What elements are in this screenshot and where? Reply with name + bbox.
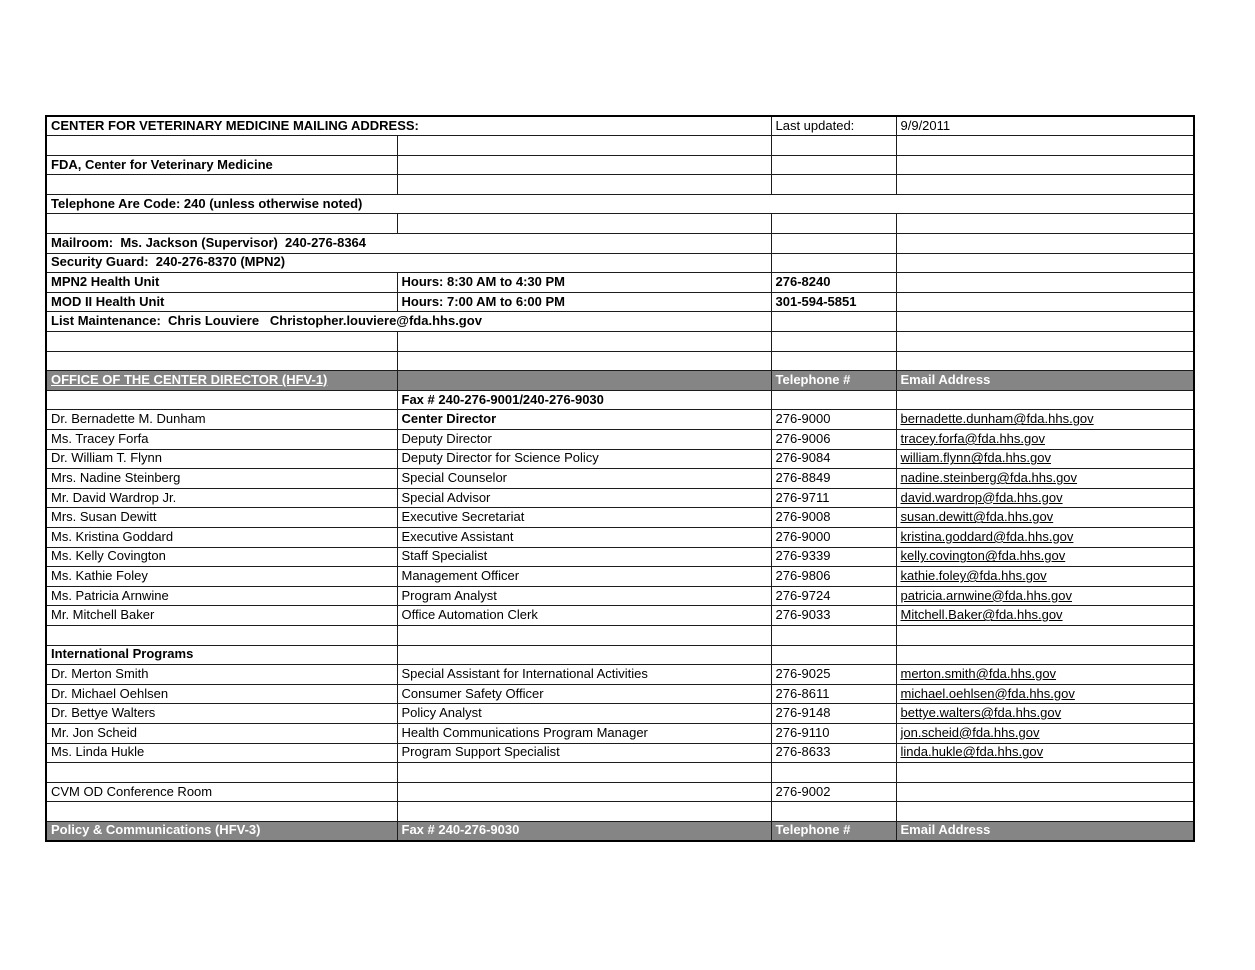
cell-title: Management Officer [397, 567, 771, 587]
table-row [46, 625, 1194, 645]
cell-title [397, 332, 771, 352]
table-row [46, 194, 1194, 214]
table-row [46, 684, 1194, 704]
cell-name: Policy & Communications (HFV-3) [46, 821, 397, 841]
cell-title [397, 371, 771, 391]
cell-name: MOD II Health Unit [46, 292, 397, 312]
section-header-row [46, 371, 1194, 391]
cell-phone [771, 155, 896, 175]
email-link-cell[interactable]: kelly.covington@fda.hhs.gov [896, 547, 1194, 567]
cell-name: Ms. Patricia Arnwine [46, 586, 397, 606]
table-row [46, 273, 1194, 293]
cell-name [46, 625, 397, 645]
table-row [46, 410, 1194, 430]
cell-phone: 276-8849 [771, 469, 896, 489]
cell-title: Hours: 8:30 AM to 4:30 PM [397, 273, 771, 293]
cell-email [896, 782, 1194, 802]
cell-title: Program Analyst [397, 586, 771, 606]
cell-email [896, 175, 1194, 195]
cell-email [896, 351, 1194, 371]
cell-email [896, 312, 1194, 332]
email-link-cell[interactable]: patricia.arnwine@fda.hhs.gov [896, 586, 1194, 606]
cell-phone: 276-9339 [771, 547, 896, 567]
cell-title: Program Support Specialist [397, 743, 771, 763]
cell-name: Ms. Kristina Goddard [46, 527, 397, 547]
cell-phone [771, 625, 896, 645]
table-row [46, 136, 1194, 156]
cell-name: FDA, Center for Veterinary Medicine [46, 155, 397, 175]
table-row [46, 547, 1194, 567]
cell-name: List Maintenance: Chris Louviere Christopher.louviere@fda.hhs.gov [46, 312, 771, 332]
table-row [46, 488, 1194, 508]
cell-email: Email Address [896, 371, 1194, 391]
cell-name: Dr. Bernadette M. Dunham [46, 410, 397, 430]
table-row [46, 763, 1194, 783]
cell-name: Ms. Kelly Covington [46, 547, 397, 567]
cell-phone: 276-9711 [771, 488, 896, 508]
cell-phone [771, 214, 896, 234]
cell-phone: 276-9006 [771, 430, 896, 450]
table-row [46, 175, 1194, 195]
cell-name: CENTER FOR VETERINARY MEDICINE MAILING ADDRESS: [46, 116, 771, 136]
cell-email [896, 214, 1194, 234]
cell-name: Dr. Merton Smith [46, 665, 397, 685]
cell-title: Policy Analyst [397, 704, 771, 724]
table-row [46, 704, 1194, 724]
table-row [46, 586, 1194, 606]
cell-email [896, 273, 1194, 293]
cell-name [46, 351, 397, 371]
table-row [46, 802, 1194, 822]
table-row [46, 665, 1194, 685]
cell-phone: 276-8633 [771, 743, 896, 763]
cell-name: Dr. William T. Flynn [46, 449, 397, 469]
cell-email [896, 802, 1194, 822]
table-row [46, 469, 1194, 489]
table-row [46, 390, 1194, 410]
cell-email [896, 253, 1194, 273]
cell-title: Special Assistant for International Activities [397, 665, 771, 685]
email-link-cell[interactable]: kristina.goddard@fda.hhs.gov [896, 527, 1194, 547]
cell-title [397, 763, 771, 783]
directory-table-body [46, 116, 1194, 841]
table-row [46, 567, 1194, 587]
table-row [46, 606, 1194, 626]
cell-title: Deputy Director for Science Policy [397, 449, 771, 469]
email-link-cell[interactable]: Mitchell.Baker@fda.hhs.gov [896, 606, 1194, 626]
cell-email [896, 645, 1194, 665]
cell-name: Telephone Are Code: 240 (unless otherwise noted) [46, 194, 1194, 214]
cell-email [896, 332, 1194, 352]
cell-phone [771, 351, 896, 371]
cell-phone: 276-9000 [771, 410, 896, 430]
cell-phone: 276-9110 [771, 723, 896, 743]
cell-phone [771, 253, 896, 273]
cell-phone: 276-8611 [771, 684, 896, 704]
cell-name: CVM OD Conference Room [46, 782, 397, 802]
cell-name: Dr. Bettye Walters [46, 704, 397, 724]
cell-name: MPN2 Health Unit [46, 273, 397, 293]
cell-title: Health Communications Program Manager [397, 723, 771, 743]
table-row [46, 527, 1194, 547]
cell-title [397, 782, 771, 802]
cell-phone: Telephone # [771, 821, 896, 841]
table-row [46, 430, 1194, 450]
cell-name [46, 136, 397, 156]
table-row [46, 743, 1194, 763]
cell-name: Mr. Jon Scheid [46, 723, 397, 743]
table-row [46, 508, 1194, 528]
cell-title: Special Counselor [397, 469, 771, 489]
cell-title [397, 802, 771, 822]
email-link-cell[interactable]: nadine.steinberg@fda.hhs.gov [896, 469, 1194, 489]
table-row [46, 351, 1194, 371]
cell-title [397, 214, 771, 234]
email-link-cell[interactable]: linda.hukle@fda.hhs.gov [896, 743, 1194, 763]
table-row [46, 332, 1194, 352]
cell-title [397, 175, 771, 195]
directory-table [45, 115, 1195, 842]
section-header-row [46, 821, 1194, 841]
cell-title: Fax # 240-276-9030 [397, 821, 771, 841]
cell-name: Ms. Linda Hukle [46, 743, 397, 763]
cell-phone: 276-9084 [771, 449, 896, 469]
cell-phone: 276-9025 [771, 665, 896, 685]
cell-name: OFFICE OF THE CENTER DIRECTOR (HFV-1) [46, 371, 397, 391]
cell-email [896, 763, 1194, 783]
table-row [46, 645, 1194, 665]
cell-phone [771, 390, 896, 410]
cell-email [896, 292, 1194, 312]
cell-title: Special Advisor [397, 488, 771, 508]
cell-name: Mr. David Wardrop Jr. [46, 488, 397, 508]
cell-email: Email Address [896, 821, 1194, 841]
cell-phone [771, 136, 896, 156]
cell-name [46, 175, 397, 195]
email-link-cell[interactable]: bernadette.dunham@fda.hhs.gov [896, 410, 1194, 430]
cell-title: Consumer Safety Officer [397, 684, 771, 704]
cell-title: Office Automation Clerk [397, 606, 771, 626]
cell-phone [771, 332, 896, 352]
cell-name [46, 332, 397, 352]
cell-phone: 276-9148 [771, 704, 896, 724]
cell-phone: 276-9806 [771, 567, 896, 587]
cell-phone: 276-8240 [771, 273, 896, 293]
cell-email [896, 136, 1194, 156]
cell-name: Mrs. Susan Dewitt [46, 508, 397, 528]
cell-title: Fax # 240-276-9001/240-276-9030 [397, 390, 771, 410]
cell-name: Mr. Mitchell Baker [46, 606, 397, 626]
cell-title [397, 625, 771, 645]
email-link-cell[interactable]: william.flynn@fda.hhs.gov [896, 449, 1194, 469]
cell-email [896, 625, 1194, 645]
table-row [46, 782, 1194, 802]
cell-title [397, 351, 771, 371]
email-link-cell[interactable]: bettye.walters@fda.hhs.gov [896, 704, 1194, 724]
table-row [46, 116, 1194, 136]
table-row [46, 449, 1194, 469]
cell-phone: 276-9724 [771, 586, 896, 606]
cell-phone: 301-594-5851 [771, 292, 896, 312]
email-link-cell[interactable]: david.wardrop@fda.hhs.gov [896, 488, 1194, 508]
email-link-cell[interactable]: jon.scheid@fda.hhs.gov [896, 723, 1194, 743]
cell-phone: 276-9002 [771, 782, 896, 802]
cell-phone [771, 312, 896, 332]
cell-title [397, 136, 771, 156]
cell-phone: Telephone # [771, 371, 896, 391]
cell-name [46, 214, 397, 234]
table-row [46, 723, 1194, 743]
table-row [46, 312, 1194, 332]
cell-email [896, 155, 1194, 175]
table-row [46, 253, 1194, 273]
cell-name: Mrs. Nadine Steinberg [46, 469, 397, 489]
cell-title: Executive Secretariat [397, 508, 771, 528]
cell-title [397, 645, 771, 665]
table-row [46, 155, 1194, 175]
cell-name: Security Guard: 240-276-8370 (MPN2) [46, 253, 771, 273]
cell-phone: Last updated: [771, 116, 896, 136]
cell-name: Ms. Kathie Foley [46, 567, 397, 587]
email-link-cell[interactable]: susan.dewitt@fda.hhs.gov [896, 508, 1194, 528]
table-row [46, 214, 1194, 234]
cell-title: Executive Assistant [397, 527, 771, 547]
table-row [46, 234, 1194, 254]
cell-phone: 276-9033 [771, 606, 896, 626]
cell-email: 9/9/2011 [896, 116, 1194, 136]
table-row [46, 292, 1194, 312]
cell-email [896, 234, 1194, 254]
cell-phone: 276-9008 [771, 508, 896, 528]
cell-name [46, 763, 397, 783]
cell-name: International Programs [46, 645, 397, 665]
cell-title: Center Director [397, 410, 771, 430]
cell-email [896, 390, 1194, 410]
cell-title: Hours: 7:00 AM to 6:00 PM [397, 292, 771, 312]
cell-name [46, 390, 397, 410]
cell-phone [771, 763, 896, 783]
cell-name: Mailroom: Ms. Jackson (Supervisor) 240-276-8364 [46, 234, 771, 254]
cell-phone: 276-9000 [771, 527, 896, 547]
cell-phone [771, 234, 896, 254]
cell-name: Dr. Michael Oehlsen [46, 684, 397, 704]
cell-name: Ms. Tracey Forfa [46, 430, 397, 450]
cell-name [46, 802, 397, 822]
cell-title: Deputy Director [397, 430, 771, 450]
cell-phone [771, 802, 896, 822]
cell-title: Staff Specialist [397, 547, 771, 567]
cell-phone [771, 175, 896, 195]
cell-title [397, 155, 771, 175]
email-link-cell[interactable]: tracey.forfa@fda.hhs.gov [896, 430, 1194, 450]
email-link-cell[interactable]: merton.smith@fda.hhs.gov [896, 665, 1194, 685]
email-link-cell[interactable]: kathie.foley@fda.hhs.gov [896, 567, 1194, 587]
cell-phone [771, 645, 896, 665]
email-link-cell[interactable]: michael.oehlsen@fda.hhs.gov [896, 684, 1194, 704]
